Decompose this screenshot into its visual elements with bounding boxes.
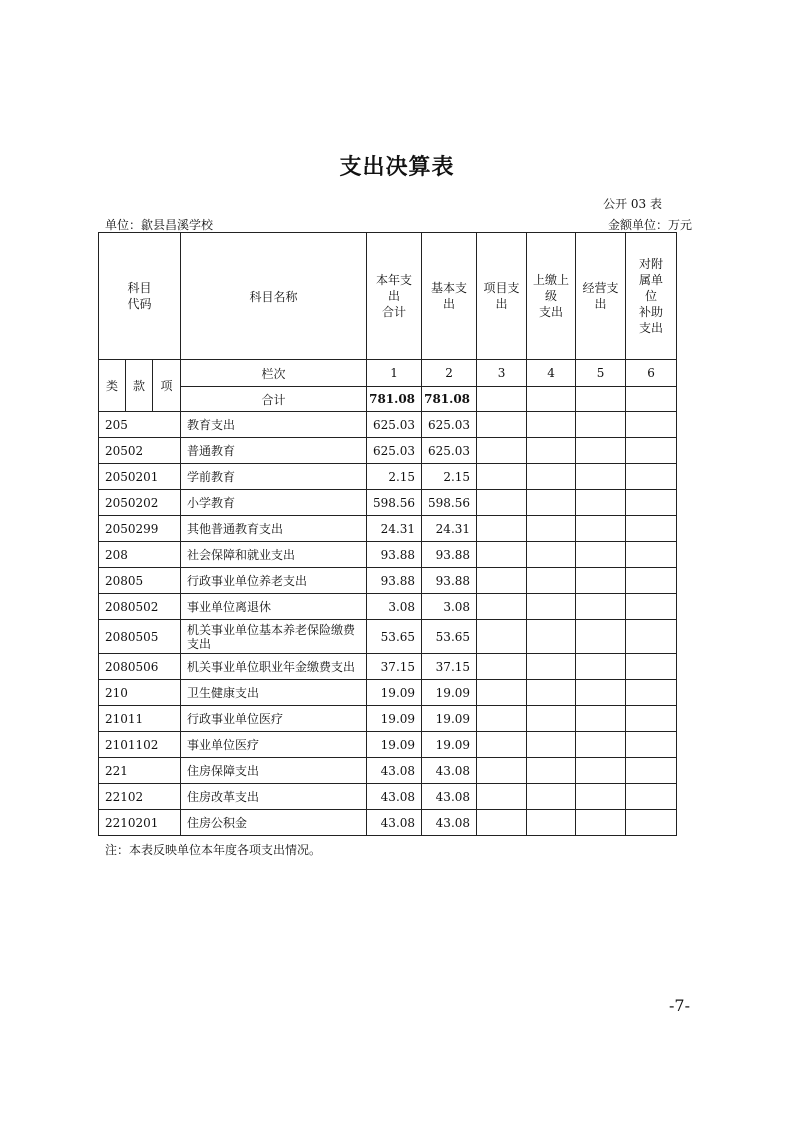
row-total: 19.09 bbox=[367, 706, 422, 732]
empty-cell bbox=[576, 490, 626, 516]
header-basic-line: 出 bbox=[443, 297, 456, 311]
empty-cell bbox=[477, 810, 527, 836]
header-code bbox=[99, 233, 181, 360]
row-name: 学前教育 bbox=[181, 464, 367, 490]
table-row bbox=[99, 568, 677, 594]
header-basic-line: 基本支 bbox=[431, 281, 468, 295]
row-code: 208 bbox=[99, 542, 181, 568]
empty-cell bbox=[576, 594, 626, 620]
row-name: 住房公积金 bbox=[181, 810, 367, 836]
row-basic: 19.09 bbox=[422, 680, 477, 706]
row-code: 2080506 bbox=[99, 654, 181, 680]
empty-cell bbox=[626, 490, 677, 516]
table-row bbox=[99, 680, 677, 706]
empty-cell bbox=[626, 438, 677, 464]
col-number: 5 bbox=[576, 360, 626, 387]
empty-cell bbox=[626, 784, 677, 810]
empty-cell bbox=[626, 706, 677, 732]
header-upper bbox=[527, 233, 576, 360]
table-row bbox=[99, 464, 677, 490]
empty-cell bbox=[576, 654, 626, 680]
empty-cell bbox=[527, 542, 576, 568]
empty-cell bbox=[626, 568, 677, 594]
row-code: 210 bbox=[99, 680, 181, 706]
empty-cell bbox=[576, 542, 626, 568]
col-number: 3 bbox=[477, 360, 527, 387]
row-basic: 19.09 bbox=[422, 706, 477, 732]
empty-cell bbox=[477, 412, 527, 438]
empty-cell bbox=[527, 568, 576, 594]
header-total-line: 出 bbox=[388, 289, 401, 303]
row-name: 住房改革支出 bbox=[181, 784, 367, 810]
empty-cell bbox=[626, 542, 677, 568]
row-code: 21011 bbox=[99, 706, 181, 732]
empty-cell bbox=[576, 620, 626, 654]
table-row bbox=[99, 594, 677, 620]
table-row bbox=[99, 516, 677, 542]
row-total: 24.31 bbox=[367, 516, 422, 542]
row-total: 93.88 bbox=[367, 568, 422, 594]
header-code-line: 科目 bbox=[127, 281, 152, 295]
row-total: 3.08 bbox=[367, 594, 422, 620]
row-name: 机关事业单位职业年金缴费支出 bbox=[181, 654, 367, 680]
row-name: 小学教育 bbox=[181, 490, 367, 516]
row-name: 行政事业单位医疗 bbox=[181, 706, 367, 732]
total-row bbox=[99, 387, 677, 412]
empty-cell bbox=[527, 387, 576, 412]
row-name: 卫生健康支出 bbox=[181, 680, 367, 706]
col-number: 4 bbox=[527, 360, 576, 387]
row-basic: 43.08 bbox=[422, 810, 477, 836]
row-name: 其他普通教育支出 bbox=[181, 516, 367, 542]
empty-cell bbox=[576, 758, 626, 784]
table-row bbox=[99, 438, 677, 464]
empty-cell bbox=[477, 594, 527, 620]
row-name: 事业单位离退休 bbox=[181, 594, 367, 620]
empty-cell bbox=[477, 620, 527, 654]
row-basic: 43.08 bbox=[422, 758, 477, 784]
empty-cell bbox=[477, 464, 527, 490]
header-upper-line: 支出 bbox=[539, 305, 564, 319]
table-row bbox=[99, 412, 677, 438]
empty-cell bbox=[477, 654, 527, 680]
header-project-line: 出 bbox=[495, 297, 508, 311]
empty-cell bbox=[527, 490, 576, 516]
empty-cell bbox=[477, 387, 527, 412]
row-code: 2080505 bbox=[99, 620, 181, 654]
header-kuan: 款 bbox=[126, 360, 153, 412]
header-total-line: 合计 bbox=[382, 305, 407, 319]
footnote: 注：本表反映单位本年度各项支出情况。 bbox=[105, 843, 322, 857]
row-name: 事业单位医疗 bbox=[181, 732, 367, 758]
row-total: 53.65 bbox=[367, 620, 422, 654]
header-lei: 类 bbox=[99, 360, 126, 412]
empty-cell bbox=[527, 516, 576, 542]
empty-cell bbox=[477, 732, 527, 758]
row-total: 19.09 bbox=[367, 680, 422, 706]
empty-cell bbox=[527, 412, 576, 438]
header-project bbox=[477, 233, 527, 360]
header-total bbox=[367, 233, 422, 360]
row-basic: 53.65 bbox=[422, 620, 477, 654]
empty-cell bbox=[576, 784, 626, 810]
table-row bbox=[99, 732, 677, 758]
unit-label: 单位：歙县昌溪学校 bbox=[105, 218, 214, 232]
header-project-line: 项目支 bbox=[483, 281, 520, 295]
row-name: 机关事业单位基本养老保险缴费支出 bbox=[181, 620, 367, 654]
empty-cell bbox=[527, 784, 576, 810]
row-code: 2050201 bbox=[99, 464, 181, 490]
header-business-line: 经营支 bbox=[582, 281, 619, 295]
empty-cell bbox=[576, 810, 626, 836]
row-name: 社会保障和就业支出 bbox=[181, 542, 367, 568]
empty-cell bbox=[626, 620, 677, 654]
empty-cell bbox=[576, 680, 626, 706]
empty-cell bbox=[576, 412, 626, 438]
empty-cell bbox=[527, 680, 576, 706]
row-total: 598.56 bbox=[367, 490, 422, 516]
empty-cell bbox=[527, 706, 576, 732]
empty-cell bbox=[477, 568, 527, 594]
row-total: 37.15 bbox=[367, 654, 422, 680]
table-row bbox=[99, 758, 677, 784]
header-business-line: 出 bbox=[594, 297, 607, 311]
header-subsidy-line: 属单 bbox=[639, 273, 664, 287]
row-basic: 625.03 bbox=[422, 412, 477, 438]
empty-cell bbox=[626, 412, 677, 438]
header-row bbox=[99, 233, 677, 360]
total-label: 合计 bbox=[181, 387, 367, 412]
form-number: 公开 03 表 bbox=[603, 197, 662, 211]
row-total: 93.88 bbox=[367, 542, 422, 568]
empty-cell bbox=[576, 706, 626, 732]
empty-cell bbox=[626, 516, 677, 542]
header-subsidy-line: 补助 bbox=[639, 305, 664, 319]
empty-cell bbox=[576, 568, 626, 594]
empty-cell bbox=[477, 516, 527, 542]
col-number: 2 bbox=[422, 360, 477, 387]
header-upper-line: 级 bbox=[545, 289, 558, 303]
empty-cell bbox=[477, 438, 527, 464]
empty-cell bbox=[477, 542, 527, 568]
row-basic: 3.08 bbox=[422, 594, 477, 620]
empty-cell bbox=[527, 654, 576, 680]
empty-cell bbox=[576, 732, 626, 758]
row-basic: 93.88 bbox=[422, 568, 477, 594]
empty-cell bbox=[626, 464, 677, 490]
empty-cell bbox=[527, 758, 576, 784]
row-basic: 2.15 bbox=[422, 464, 477, 490]
row-code: 22102 bbox=[99, 784, 181, 810]
total-basic: 781.08 bbox=[422, 387, 477, 412]
empty-cell bbox=[626, 680, 677, 706]
empty-cell bbox=[576, 516, 626, 542]
empty-cell bbox=[626, 594, 677, 620]
col-number: 6 bbox=[626, 360, 677, 387]
row-code: 205 bbox=[99, 412, 181, 438]
row-basic: 19.09 bbox=[422, 732, 477, 758]
empty-cell bbox=[527, 464, 576, 490]
table-row bbox=[99, 542, 677, 568]
empty-cell bbox=[626, 810, 677, 836]
header-upper-line: 上缴上 bbox=[533, 273, 570, 287]
table-row bbox=[99, 810, 677, 836]
row-name: 普通教育 bbox=[181, 438, 367, 464]
empty-cell bbox=[477, 758, 527, 784]
empty-cell bbox=[626, 654, 677, 680]
table-row bbox=[99, 706, 677, 732]
row-basic: 43.08 bbox=[422, 784, 477, 810]
row-total: 2.15 bbox=[367, 464, 422, 490]
empty-cell bbox=[527, 732, 576, 758]
row-code: 2050202 bbox=[99, 490, 181, 516]
row-name: 教育支出 bbox=[181, 412, 367, 438]
row-code: 2050299 bbox=[99, 516, 181, 542]
header-xiang: 项 bbox=[153, 360, 181, 412]
row-code: 2080502 bbox=[99, 594, 181, 620]
header-lanci: 栏次 bbox=[181, 360, 367, 387]
row-total: 625.03 bbox=[367, 438, 422, 464]
row-basic: 24.31 bbox=[422, 516, 477, 542]
expenditure-table bbox=[98, 232, 677, 836]
empty-cell bbox=[626, 758, 677, 784]
row-basic: 93.88 bbox=[422, 542, 477, 568]
total-amount: 781.08 bbox=[367, 387, 422, 412]
empty-cell bbox=[527, 594, 576, 620]
row-total: 43.08 bbox=[367, 810, 422, 836]
header-basic bbox=[422, 233, 477, 360]
table-row bbox=[99, 490, 677, 516]
empty-cell bbox=[576, 464, 626, 490]
col-number: 1 bbox=[367, 360, 422, 387]
row-code: 20502 bbox=[99, 438, 181, 464]
row-code: 20805 bbox=[99, 568, 181, 594]
page-title: 支出决算表 bbox=[339, 155, 455, 180]
row-basic: 625.03 bbox=[422, 438, 477, 464]
row-total: 19.09 bbox=[367, 732, 422, 758]
header-subsidy-line: 位 bbox=[645, 289, 658, 303]
row-total: 43.08 bbox=[367, 758, 422, 784]
row-code: 2101102 bbox=[99, 732, 181, 758]
table-row bbox=[99, 784, 677, 810]
row-total: 43.08 bbox=[367, 784, 422, 810]
empty-cell bbox=[477, 680, 527, 706]
table-row bbox=[99, 620, 677, 654]
empty-cell bbox=[626, 732, 677, 758]
row-code: 2210201 bbox=[99, 810, 181, 836]
row-basic: 37.15 bbox=[422, 654, 477, 680]
header-subsidy-line: 支出 bbox=[639, 321, 664, 335]
header-business bbox=[576, 233, 626, 360]
empty-cell bbox=[576, 438, 626, 464]
header-subsidy bbox=[626, 233, 677, 360]
header-total-line: 本年支 bbox=[376, 273, 413, 287]
table-row bbox=[99, 654, 677, 680]
row-total: 625.03 bbox=[367, 412, 422, 438]
row-name: 住房保障支出 bbox=[181, 758, 367, 784]
header-name: 科目名称 bbox=[181, 233, 367, 360]
currency-label: 金额单位：万元 bbox=[607, 218, 692, 232]
empty-cell bbox=[477, 706, 527, 732]
row-code: 221 bbox=[99, 758, 181, 784]
column-number-row bbox=[99, 360, 677, 387]
empty-cell bbox=[527, 810, 576, 836]
page-number: -7- bbox=[669, 996, 690, 1015]
empty-cell bbox=[477, 784, 527, 810]
header-code-line: 代码 bbox=[127, 297, 152, 311]
empty-cell bbox=[527, 620, 576, 654]
row-basic: 598.56 bbox=[422, 490, 477, 516]
row-name: 行政事业单位养老支出 bbox=[181, 568, 367, 594]
empty-cell bbox=[477, 490, 527, 516]
header-subsidy-line: 对附 bbox=[639, 257, 664, 271]
empty-cell bbox=[527, 438, 576, 464]
empty-cell bbox=[626, 387, 677, 412]
empty-cell bbox=[576, 387, 626, 412]
